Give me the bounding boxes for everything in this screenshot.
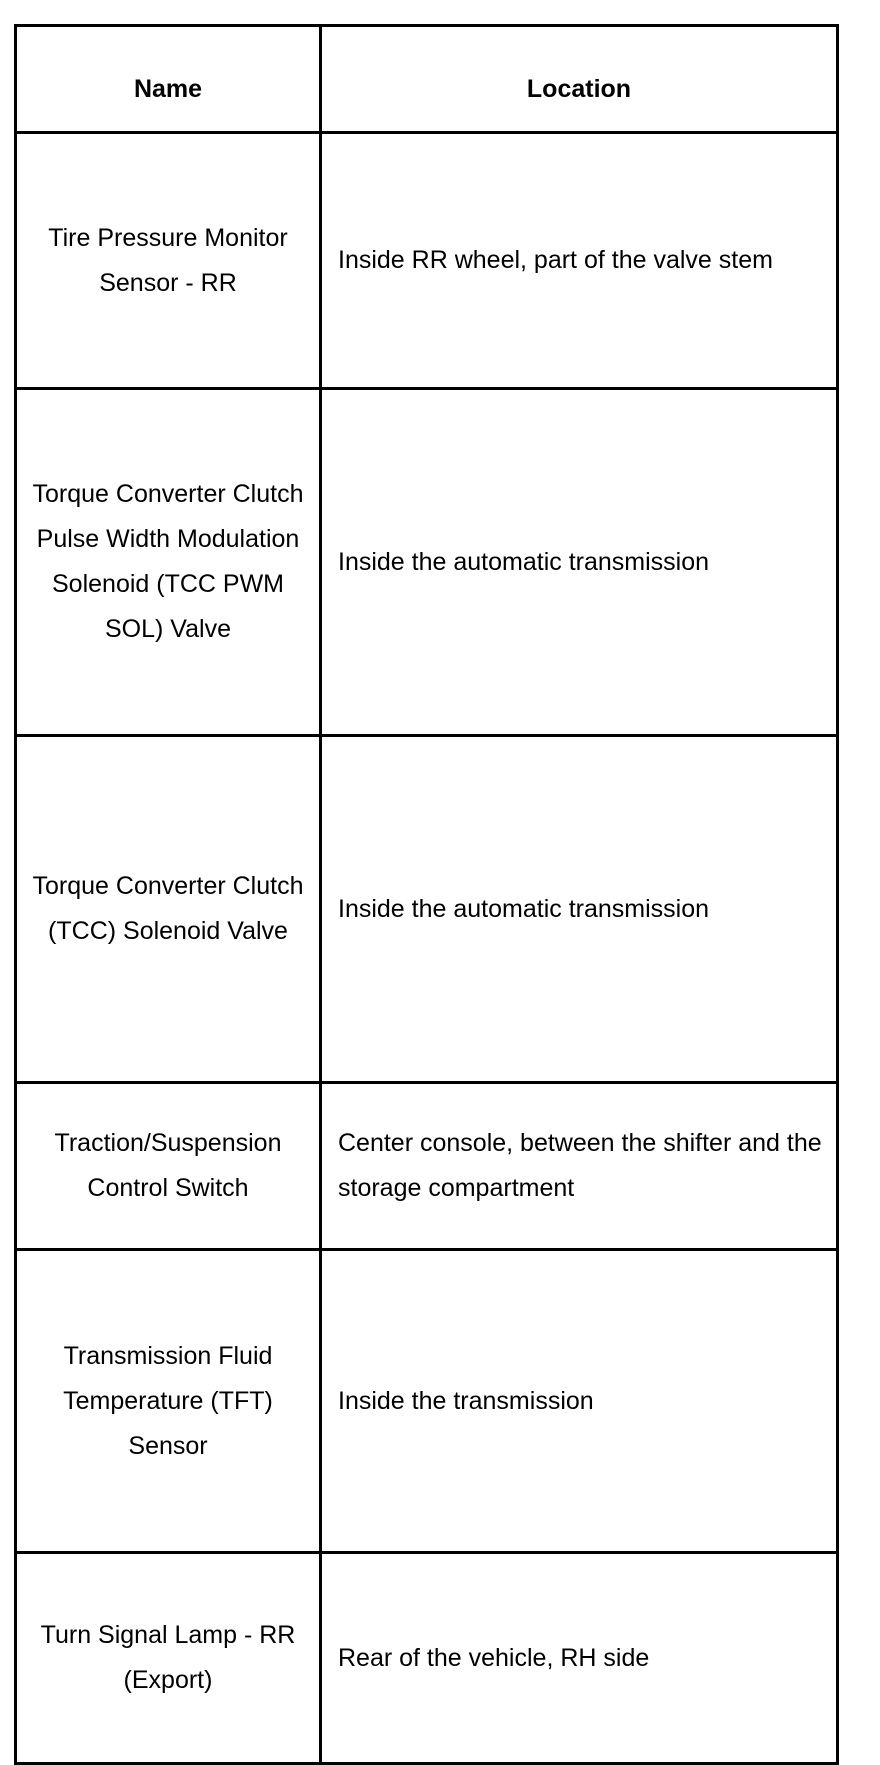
component-name-cell: Torque Converter Clutch Pulse Width Modulation Solenoid (TCC PWM SOL) Valve [16,389,321,736]
component-location-cell: Inside the automatic transmission [321,389,838,736]
table-row [16,389,838,736]
component-location-table [14,24,839,1765]
component-name-cell: Tire Pressure Monitor Sensor - RR [16,133,321,389]
component-location-cell: Rear of the vehicle, RH side [321,1553,838,1764]
component-location-cell: Inside the transmission [321,1250,838,1553]
table-header-row [16,26,838,133]
component-location-cell: Center console, between the shifter and the storage compartment [321,1083,838,1250]
component-name-cell: Torque Converter Clutch (TCC) Solenoid Valve [16,736,321,1083]
component-location-cell: Inside the automatic transmission [321,736,838,1083]
component-name-cell: Transmission Fluid Temperature (TFT) Sensor [16,1250,321,1553]
component-name-cell: Turn Signal Lamp - RR (Export) [16,1553,321,1764]
name-column-header: Name [16,26,321,133]
location-column-header: Location [321,26,838,133]
table-row [16,133,838,389]
table-row [16,1083,838,1250]
table-row [16,1553,838,1764]
component-name-cell: Traction/Suspension Control Switch [16,1083,321,1250]
table-row [16,736,838,1083]
table-row [16,1250,838,1553]
component-location-cell: Inside RR wheel, part of the valve stem [321,133,838,389]
